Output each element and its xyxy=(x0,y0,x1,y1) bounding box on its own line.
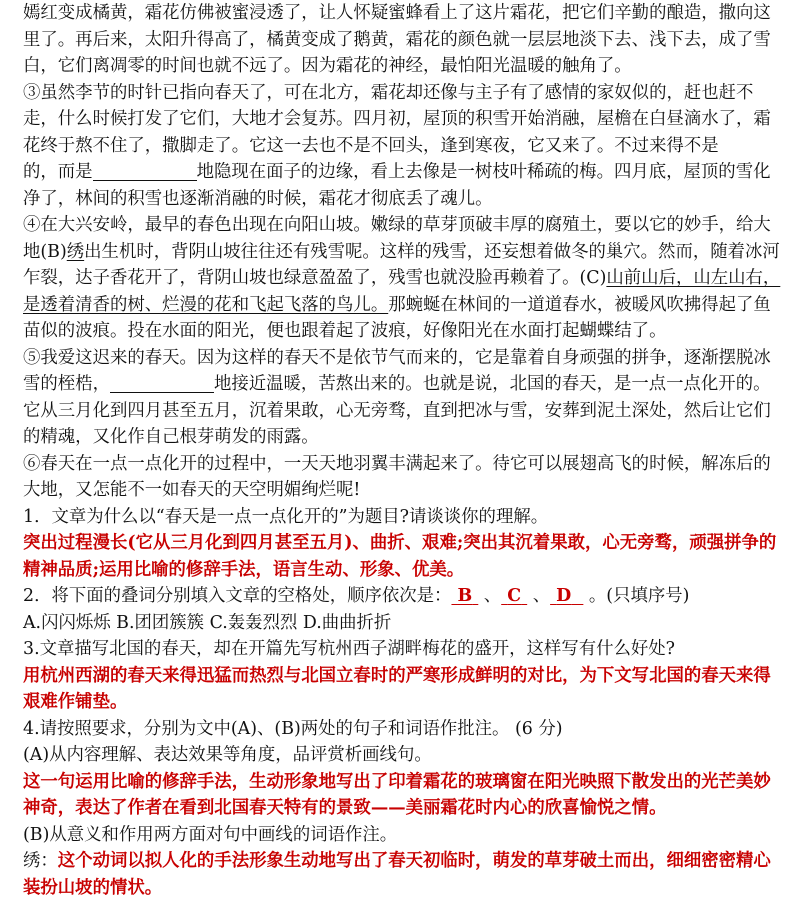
passage-paragraph-5 xyxy=(23,345,787,451)
question-4a: (A)从内容理解、表达效果等角度，品评赏析画线句。 xyxy=(23,745,432,765)
answer-2-second: C xyxy=(507,586,522,606)
passage-text: 的，而是 xyxy=(23,162,93,182)
passage-paragraph-3 xyxy=(23,80,787,213)
answer-4a: 这一句运用比喻的修辞手法，生动形象地写出了印着霜花的玻璃窗在阳光映照下散发出的光芒美妙神奇，表达了作者在看到北国春天特有的景致——美丽霜花时内心的欣喜愉悦之情。 xyxy=(23,771,771,818)
passage-text: ⑤我爱这迟来的春天。因为这样的春天不是依节气而来的，它是靠着自身顽强的拼争，逐渐摆脱冰雪的桎梏， xyxy=(23,347,771,394)
answer-2-third: D xyxy=(556,586,572,606)
fill-blank-2 xyxy=(110,374,214,393)
passage-text: 出生机时，背阴山坡往往还有残雪呢。这样的残雪，还妄想着做冬的巢穴。然而，随着冰河乍裂，达子香花开了，背阴山坡也绿意盈盈了，残雪也就没脸再赖着了。(C) xyxy=(23,241,780,288)
question-2-text: 2．将下面的叠词分别填入文章的空格处，顺序依次是： xyxy=(23,586,452,606)
answer-separator: 、 xyxy=(527,586,551,606)
answer-3: 用杭州西湖的春天来得迅猛而热烈与北国立春时的严寒形成鲜明的对比，为下文写北国的春天来得艰难作铺垫。 xyxy=(23,665,771,712)
passage-text: 地接近温暖，苦熬出来的。也就是说，北国的春天，是一点一点化开的。它从三月化到四月甚至五月，沉着果敢，心无旁骛，直到把冰与雪，安葬到泥土深处，然后让它们的精魂，又化作自己根芽萌发的雨露。 xyxy=(23,374,771,447)
answer-4b xyxy=(23,848,787,901)
answer-2-first: B xyxy=(457,586,473,606)
answer-1: 突出过程漫长(它从三月化到四月甚至五月)、曲折、艰难;突出其沉着果敢，心无旁骛，顽强拼争的精神品质;运用比喻的修辞手法，语言生动、形象、优美。 xyxy=(23,533,777,580)
underlined-word-b: 绣 xyxy=(66,241,85,262)
passage-paragraph-6: ⑥春天在一点一点化开的过程中，一天天地羽翼丰满起来了。待它可以展翅高飞的时候，解冻后的大地，又怎能不一如春天的天空明媚绚烂呢! xyxy=(23,453,771,500)
passage-text: 地隐现在面子的边缘，看上去像是一树枝叶稀疏的梅。四月底，屋顶的雪化净了，林间的积雪也逐渐消融的时候，霜花才彻底丢了魂儿。 xyxy=(23,162,771,209)
passage-text: 那蜿蜒在林间的一道道春水，被暖风吹拂得起了鱼苗似的波痕。投在水面的阳光，便也跟着起了波痕，好像阳光在水面打起蝴蝶结了。 xyxy=(23,294,771,341)
fill-blank-1 xyxy=(93,162,197,181)
passage-paragraph-4 xyxy=(23,212,787,345)
question-2-tail: 。(只填序号) xyxy=(583,586,690,606)
underlined-sentence-c: 山前山后，山左山右，是透着清香的树、烂漫的花和飞起飞落的鸟儿。 xyxy=(23,268,781,315)
question-2-options: A.闪闪烁烁 B.团团簇簇 C.轰轰烈烈 D.曲曲折折 xyxy=(23,612,392,633)
question-4b: (B)从意义和作用两方面对句中画线的词语作注。 xyxy=(23,824,398,845)
question-4: 4.请按照要求，分别为文中(A)、(B)两处的句子和词语作批注。 (6 分) xyxy=(23,718,563,739)
answer-separator: 、 xyxy=(478,586,502,606)
passage-text: ④在大兴安岭，最早的春色出现在向阳山坡。嫩绿的草芽顶破丰厚的腐殖土，要以它的妙手，给大地(B) xyxy=(23,215,771,262)
question-2 xyxy=(23,583,787,610)
passage-text: ③虽然李节的时针已指向春天了，可在北方，霜花却还像与主子有了感情的家奴似的，赶也赶不走，什么时候打发了它们，大地才会复苏。四月初，屋顶的积雪开始消融，屋檐在白昼滴水了，霜花终于熬不住了，撒脚走了。它这一去也不是不回头，逢到寒夜，它又来了。不过来得不是 xyxy=(23,82,771,156)
question-1: 1．文章为什么以“春天是一点一点化开的”为题目?请谈谈你的理解。 xyxy=(23,506,549,527)
answer-4b-text: 这个动词以拟人化的手法形象生动地写出了春天初临时，萌发的草芽破土而出，细细密密精心装扮山坡的情状。 xyxy=(23,851,771,898)
passage-paragraph-2-tail: 嫣红变成橘黄，霜花仿佛被蜜浸透了，让人怀疑蜜蜂看上了这片霜花，把它们辛勤的酿造，撒向这里了。再后来，太阳升得高了，橘黄变成了鹅黄，霜花的颜色就一层层地淡下去、浅下去，成了雪白，它们离凋零的时间也就不远了。因为霜花的神经，最怕阳光温暖的触角了。 xyxy=(23,3,771,76)
question-3: 3.文章描写北国的春天，却在开篇先写杭州西子湖畔梅花的盛开，这样写有什么好处? xyxy=(23,639,675,659)
answer-4b-label: 绣： xyxy=(23,851,58,871)
